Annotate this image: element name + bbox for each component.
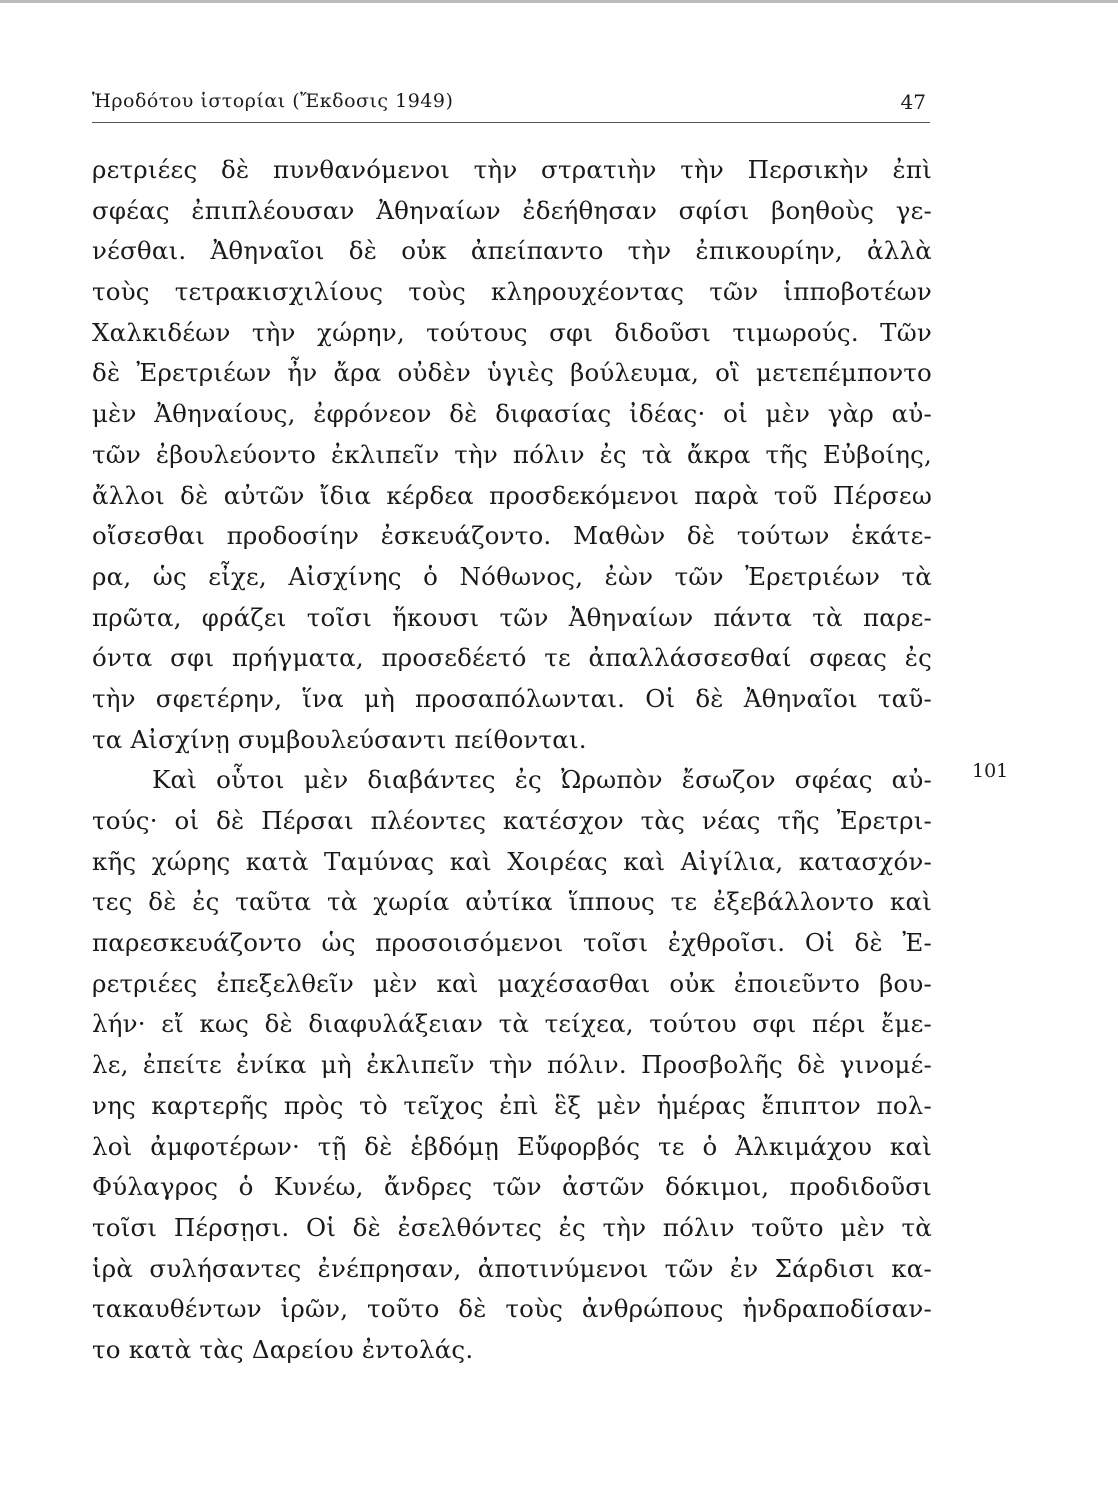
text-line: ρετριέες ἐπεξελθεῖν μὲν καὶ μαχέσασθαι οὐκ ἐποιεῦντο βου-	[92, 968, 932, 998]
text-line: τῶν ἐβουλεύοντο ἐκλιπεῖν τὴν πόλιν ἐς τὰ ἄκρα τῆς Εὐβοίης,	[92, 439, 932, 469]
text-line: όντα σφι πρήγματα, προσεδέετό τε ἀπαλλάσσεσθαί σφεας ἐς	[92, 643, 932, 673]
text-line: μὲν Ἀθηναίους, ἐφρόνεον δὲ διφασίας ἰδέας· οἱ μὲν γὰρ αὐ-	[92, 399, 932, 429]
text-line: το κατὰ τὰς Δαρείου ἐντολάς.	[92, 1334, 474, 1364]
text-line: πρῶτα, φράζει τοῖσι ἥκουσι τῶν Ἀθηναίων πάντα τὰ παρε-	[92, 602, 932, 632]
page-number: 47	[900, 90, 926, 114]
text-line: τακαυθέντων ἱρῶν, τοῦτο δὲ τοὺς ἀνθρώπους ἠνδραποδίσαν-	[92, 1294, 932, 1324]
text-line: Καὶ οὗτοι μὲν διαβάντες ἐς Ὠρωπὸν ἔσωζον σφέας αὐ-	[152, 765, 932, 795]
text-line: τοῖσι Πέρσῃσι. Οἱ δὲ ἐσελθόντες ἐς τὴν πόλιν τοῦτο μὲν τὰ	[92, 1212, 932, 1242]
text-line: κῆς χώρης κατὰ Ταμύνας καὶ Χοιρέας καὶ Αἰγίλια, κατασχόν-	[92, 846, 932, 876]
text-line: λε, ἐπείτε ἐνίκα μὴ ἐκλιπεῖν τὴν πόλιν. Προσβολῆς δὲ γινομέ-	[92, 1050, 932, 1080]
running-header	[92, 88, 930, 123]
text-line: νέσθαι. Ἀθηναῖοι δὲ οὐκ ἀπείπαντο τὴν ἐπικουρίην, ἀλλὰ	[92, 236, 932, 266]
main-text	[92, 150, 932, 1371]
text-line: τοὺς τετρακισχιλίους τοὺς κληρουχέοντας τῶν ἱπποβοτέων	[92, 277, 932, 307]
text-line: Χαλκιδέων τὴν χώρην, τούτους σφι διδοῦσι τιμωρούς. Τῶν	[92, 317, 932, 347]
text-line: λοὶ ἀμφοτέρων· τῇ δὲ ἑβδόμῃ Εὔφορβός τε ὁ Ἀλκιμάχου καὶ	[92, 1131, 932, 1161]
running-title: Ἡροδότου ἱστορίαι (Ἔκδοσις 1949)	[92, 90, 454, 112]
text-line: ἱρὰ συλήσαντες ἐνέπρησαν, ἀποτινύμενοι τῶν ἐν Σάρδισι κα-	[92, 1253, 932, 1283]
text-line: τούς· οἱ δὲ Πέρσαι πλέοντες κατέσχον τὰς νέας τῆς Ἐρετρι-	[92, 806, 932, 835]
text-line: ἄλλοι δὲ αὐτῶν ἴδια κέρδεα προσδεκόμενοι παρὰ τοῦ Πέρσεω	[92, 480, 932, 510]
text-line: δὲ Ἐρετριέων ἦν ἄρα οὐδὲν ὑγιὲς βούλευμα, οἳ μετεπέμποντο	[92, 358, 932, 388]
margin-section-number: 101	[972, 760, 1009, 782]
text-line: σφέας ἐπιπλέουσαν Ἀθηναίων ἐδεήθησαν σφίσι βοηθοὺς γε-	[92, 195, 932, 225]
text-line: τες δὲ ἐς ταῦτα τὰ χωρία αὐτίκα ἵππους τε ἐξεβάλλοντο καὶ	[92, 887, 932, 917]
text-line: οἴσεσθαι προδοσίην ἐσκευάζοντο. Μαθὼν δὲ τούτων ἑκάτε-	[92, 521, 932, 551]
text-line: τα Αἰσχίνῃ συμβουλεύσαντι πείθονται.	[92, 724, 587, 754]
text-line: Φύλαγρος ὁ Κυνέω, ἄνδρες τῶν ἀστῶν δόκιμοι, προδιδοῦσι	[92, 1172, 932, 1202]
text-line: παρεσκευάζοντο ὡς προσοισόμενοι τοῖσι ἐχθροῖσι. Οἱ δὲ Ἐ-	[92, 928, 932, 958]
text-line: νης καρτερῆς πρὸς τὸ τεῖχος ἐπὶ ἓξ μὲν ἡμέρας ἔπιπτον πολ-	[92, 1090, 932, 1120]
text-line: ρετριέες δὲ πυνθανόμενοι τὴν στρατιὴν τὴν Περσικὴν ἐπὶ	[92, 155, 932, 184]
text-line: ρα, ὡς εἶχε, Αἰσχίνης ὁ Νόθωνος, ἐὼν τῶν Ἐρετριέων τὰ	[92, 561, 932, 591]
text-line: τὴν σφετέρην, ἵνα μὴ προσαπόλωνται. Οἱ δὲ Ἀθηναῖοι ταῦ-	[92, 683, 932, 713]
scan-top-edge	[0, 0, 1118, 3]
text-line: λήν· εἴ κως δὲ διαφυλάξειαν τὰ τείχεα, τούτου σφι πέρι ἔμε-	[92, 1009, 932, 1039]
